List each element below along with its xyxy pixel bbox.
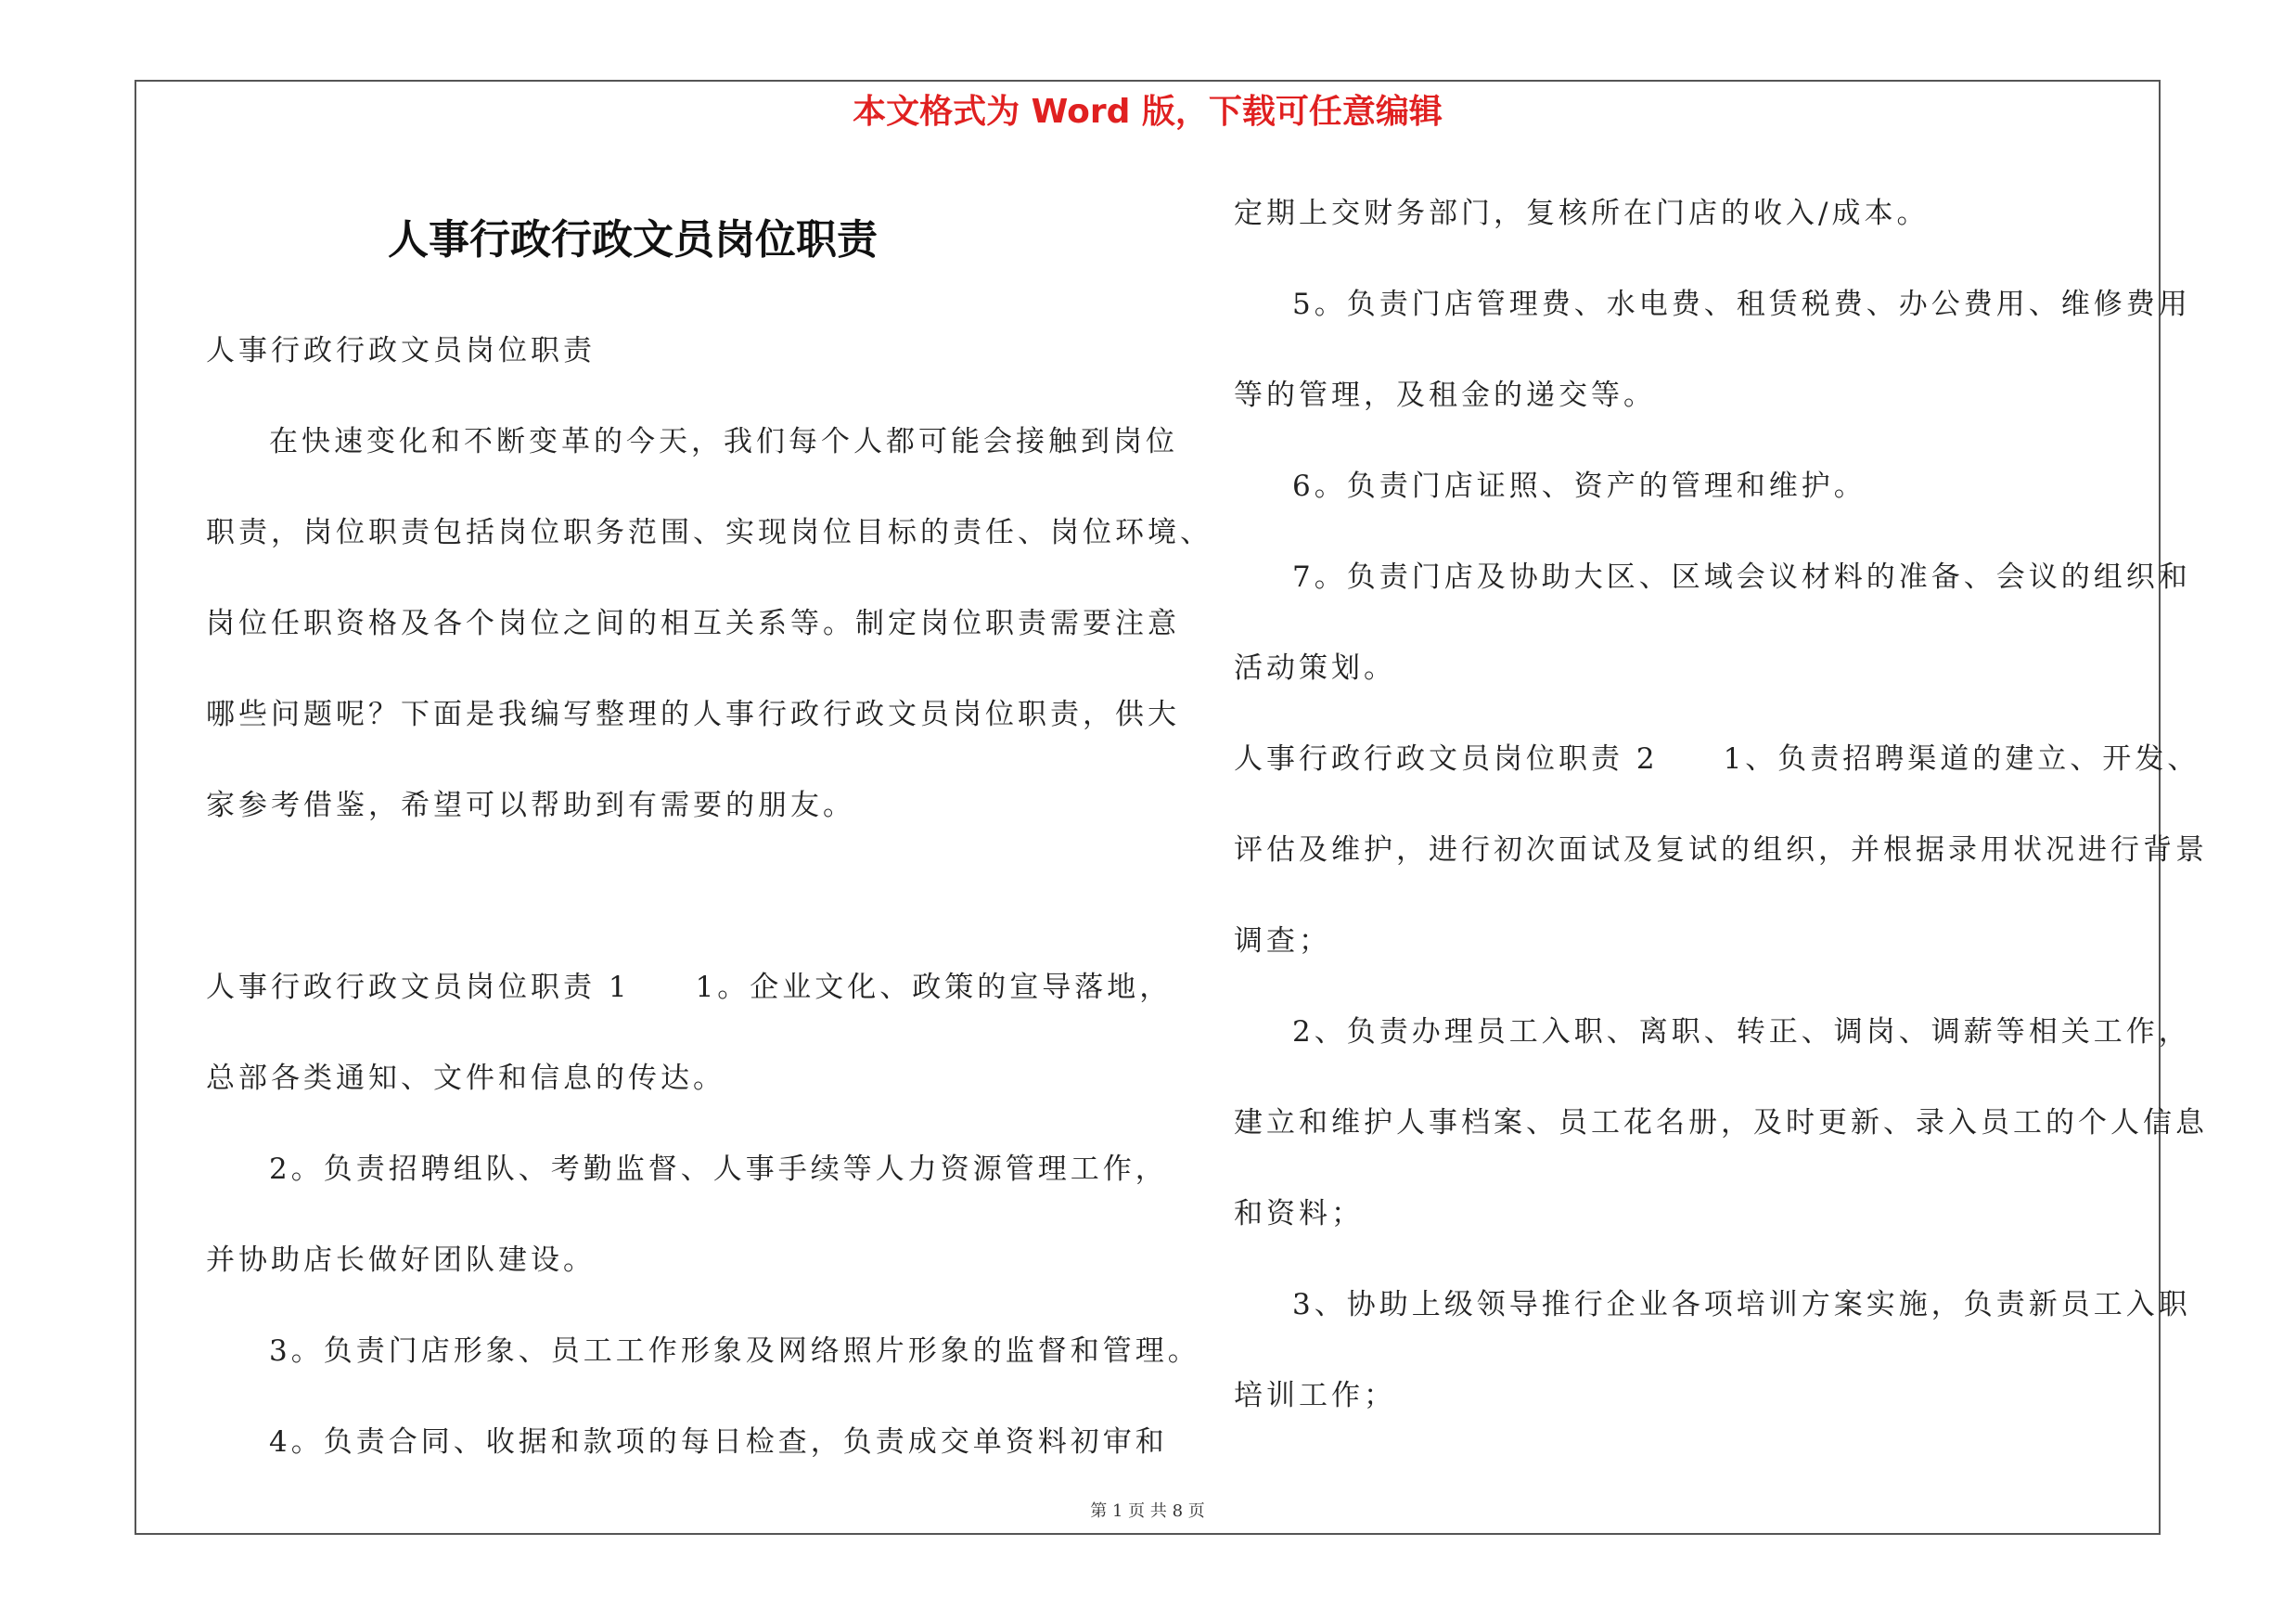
paragraph-line: 5。负责门店管理费、水电费、租赁税费、办公费用、维修费用 xyxy=(1292,288,2191,321)
paragraph-line: 职责，岗位职责包括岗位职务范围、实现岗位目标的责任、岗位环境、 xyxy=(206,516,1212,549)
paragraph-line: 在快速变化和不断变革的今天，我们每个人都可能会接触到岗位 xyxy=(269,425,1178,458)
paragraph-line: 2、负责办理员工入职、离职、转正、调岗、调薪等相关工作， xyxy=(1292,1015,2191,1049)
paragraph-line: 活动策划。 xyxy=(1234,651,1396,685)
paragraph-line: 总部各类通知、文件和信息的传达。 xyxy=(206,1062,725,1095)
format-banner: 本文格式为 Word 版，下载可任意编辑 xyxy=(853,93,1443,131)
paragraph-line: 岗位任职资格及各个岗位之间的相互关系等。制定岗位职责需要注意 xyxy=(206,607,1180,640)
paragraph-line: 哪些问题呢？下面是我编写整理的人事行政行政文员岗位职责，供大 xyxy=(206,698,1180,731)
paragraph-line: 7。负责门店及协助大区、区域会议材料的准备、会议的组织和 xyxy=(1292,560,2191,594)
section-heading-line: 人事行政行政文员岗位职责 1 1。企业文化、政策的宣导落地， xyxy=(206,971,1173,1004)
paragraph-line: 评估及维护，进行初次面试及复试的组织，并根据录用状况进行背景 xyxy=(1234,833,2208,867)
section-heading-line: 人事行政行政文员岗位职责 2 1、负责招聘渠道的建立、开发、 xyxy=(1234,742,2200,776)
paragraph-line: 3。负责门店形象、员工工作形象及网络照片形象的监督和管理。 xyxy=(269,1334,1200,1368)
paragraph-line: 并协助店长做好团队建设。 xyxy=(206,1243,596,1277)
paragraph-line: 调查； xyxy=(1234,924,1331,958)
page-number: 第 1 页 共 8 页 xyxy=(1090,1501,1205,1521)
paragraph-line: 4。负责合同、收据和款项的每日检查，负责成交单资料初审和 xyxy=(269,1425,1168,1459)
paragraph-line: 建立和维护人事档案、员工花名册，及时更新、录入员工的个人信息 xyxy=(1234,1106,2208,1140)
paragraph-line: 培训工作； xyxy=(1234,1379,1396,1412)
paragraph-line: 等的管理，及租金的递交等。 xyxy=(1234,379,1656,412)
paragraph-line: 2。负责招聘组队、考勤监督、人事手续等人力资源管理工作， xyxy=(269,1153,1168,1186)
document-title: 人事行政行政文员岗位职责 xyxy=(388,216,878,264)
paragraph-line: 家参考借鉴，希望可以帮助到有需要的朋友。 xyxy=(206,789,855,822)
paragraph-line: 定期上交财务部门，复核所在门店的收入/成本。 xyxy=(1234,197,1930,230)
paragraph-line: 6。负责门店证照、资产的管理和维护。 xyxy=(1292,470,1866,503)
paragraph-line: 3、协助上级领导推行企业各项培训方案实施，负责新员工入职 xyxy=(1292,1288,2191,1321)
paragraph-line: 人事行政行政文员岗位职责 xyxy=(206,334,596,367)
paragraph-line: 和资料； xyxy=(1234,1197,1364,1230)
